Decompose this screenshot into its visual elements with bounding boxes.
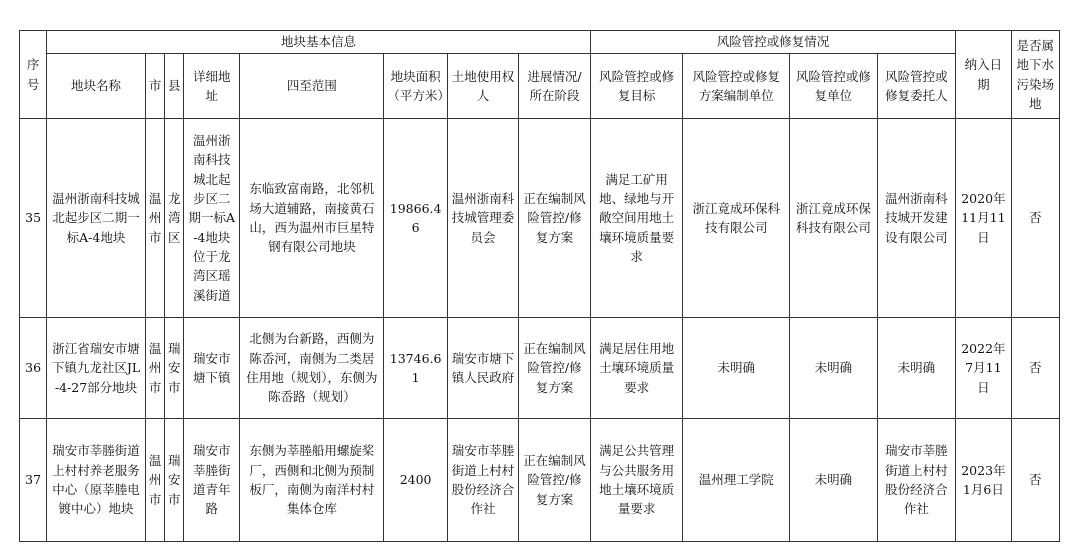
header-group-basic-info: 地块基本信息	[47, 31, 591, 54]
cell-repair-unit: 未明确	[790, 419, 878, 542]
cell-city: 温州市	[145, 419, 164, 542]
cell-name: 瑞安市莘塍街道上村村养老服务中心（原莘塍电镀中心）地块	[47, 419, 146, 542]
cell-target: 满足公共管理与公共服务用地土壤环境质量要求	[590, 419, 683, 542]
cell-date: 2022年7月11日	[956, 318, 1011, 419]
header-repair-unit: 风险管控或修复单位	[790, 54, 878, 119]
header-group-risk-control: 风险管控或修复情况	[590, 31, 955, 54]
cell-groundwater: 否	[1011, 419, 1059, 542]
cell-county: 龙湾区	[164, 119, 183, 318]
header-seq: 序号	[20, 31, 47, 119]
cell-date: 2023年1月6日	[956, 419, 1011, 542]
cell-county: 瑞安市	[164, 419, 183, 542]
cell-plan-unit: 未明确	[683, 318, 790, 419]
cell-stage: 正在编制风险管控/修复方案	[519, 318, 590, 419]
cell-stage: 正在编制风险管控/修复方案	[519, 419, 590, 542]
table-row	[20, 419, 1060, 542]
cell-plan-unit: 温州理工学院	[683, 419, 790, 542]
header-city: 市	[145, 54, 164, 119]
cell-target: 满足工矿用地、绿地与开敞空间用地土壤环境质量要求	[590, 119, 683, 318]
header-boundary: 四至范围	[240, 54, 384, 119]
cell-seq: 37	[20, 419, 47, 542]
cell-city: 温州市	[145, 119, 164, 318]
cell-client: 温州浙南科技城开发建设有限公司	[877, 119, 956, 318]
cell-repair-unit: 未明确	[790, 318, 878, 419]
cell-target: 满足居住用地土壤环境质量要求	[590, 318, 683, 419]
cell-seq: 35	[20, 119, 47, 318]
table-row	[20, 119, 1060, 318]
cell-date: 2020年11月11日	[956, 119, 1011, 318]
header-address: 详细地址	[184, 54, 240, 119]
header-groundwater: 是否属地下水污染场地	[1011, 31, 1059, 119]
cell-owner: 瑞安市塘下镇人民政府	[447, 318, 518, 419]
cell-city: 温州市	[145, 318, 164, 419]
cell-area: 19866.46	[384, 119, 447, 318]
cell-name: 温州浙南科技城北起步区二期一标A-4地块	[47, 119, 146, 318]
cell-client: 未明确	[877, 318, 956, 419]
cell-owner: 温州浙南科技城管理委员会	[447, 119, 518, 318]
cell-area: 13746.61	[384, 318, 447, 419]
cell-address: 温州浙南科技城北起步区二期一标A-4地块位于龙湾区瑶溪街道	[184, 119, 240, 318]
cell-name: 浙江省瑞安市塘下镇九龙社区JL-4-27部分地块	[47, 318, 146, 419]
cell-owner: 瑞安市莘塍街道上村村股份经济合作社	[447, 419, 518, 542]
cell-area: 2400	[384, 419, 447, 542]
header-stage: 进展情况/所在阶段	[519, 54, 590, 119]
header-target: 风险管控或修复目标	[590, 54, 683, 119]
contaminated-site-table	[19, 30, 1060, 542]
cell-county: 瑞安市	[164, 318, 183, 419]
cell-boundary: 北侧为台新路，西侧为陈岙河，南侧为二类居住用地（规划），东侧为陈岙路（规划）	[240, 318, 384, 419]
cell-boundary: 东临致富南路，北邻机场大道辅路，南接黄石山，西为温州市巨星特钢有限公司地块	[240, 119, 384, 318]
cell-groundwater: 否	[1011, 119, 1059, 318]
cell-boundary: 东侧为莘塍船用螺旋桨厂，西侧和北侧为预制板厂，南侧为南洋村村集体仓库	[240, 419, 384, 542]
table-row	[20, 318, 1060, 419]
cell-groundwater: 否	[1011, 318, 1059, 419]
header-date: 纳入日期	[956, 31, 1011, 119]
header-plan-unit: 风险管控或修复方案编制单位	[683, 54, 790, 119]
cell-plan-unit: 浙江竟成环保科技有限公司	[683, 119, 790, 318]
cell-address: 瑞安市莘塍街道青年路	[184, 419, 240, 542]
cell-address: 瑞安市塘下镇	[184, 318, 240, 419]
header-owner: 土地使用权人	[447, 54, 518, 119]
cell-seq: 36	[20, 318, 47, 419]
header-county: 县	[164, 54, 183, 119]
cell-client: 瑞安市莘塍街道上村村股份经济合作社	[877, 419, 956, 542]
cell-repair-unit: 浙江竟成环保科技有限公司	[790, 119, 878, 318]
header-name: 地块名称	[47, 54, 146, 119]
header-client: 风险管控或修复委托人	[877, 54, 956, 119]
header-area: 地块面积（平方米）	[384, 54, 447, 119]
cell-stage: 正在编制风险管控/修复方案	[519, 119, 590, 318]
